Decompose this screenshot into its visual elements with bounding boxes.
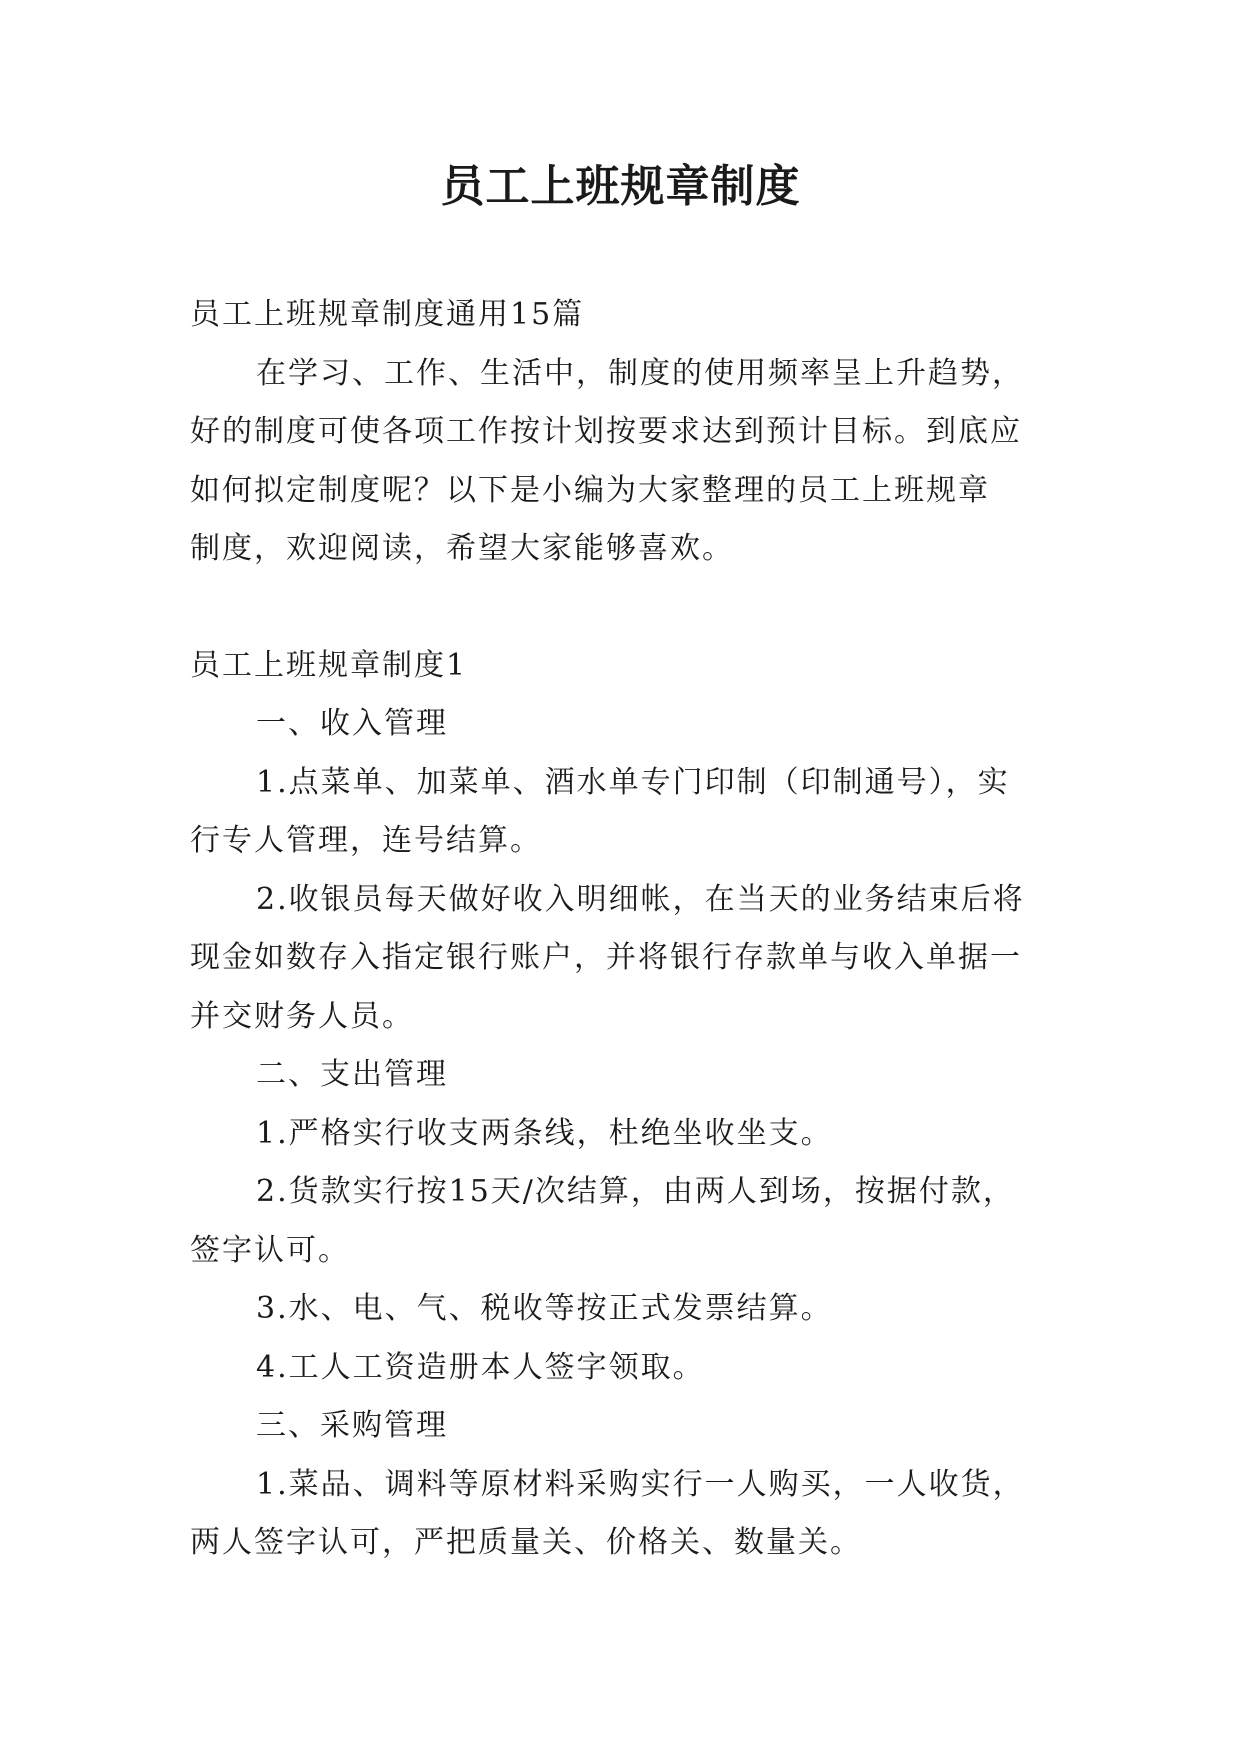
document-title: 员工上班规章制度 bbox=[440, 161, 801, 212]
heading-purchase: 三、采购管理 bbox=[256, 1408, 448, 1443]
heading-expense: 二、支出管理 bbox=[256, 1057, 448, 1092]
body-line: 两人签字认可，严把质量关、价格关、数量关。 bbox=[190, 1525, 862, 1560]
intro-line: 在学习、工作、生活中，制度的使用频率呈上升趋势， bbox=[256, 355, 1024, 391]
paragraph-gap bbox=[190, 579, 1052, 637]
intro-line: 制度，欢迎阅读，希望大家能够喜欢。 bbox=[190, 531, 734, 566]
body-line: 1.点菜单、加菜单、酒水单专门印制（印制通号），实 bbox=[256, 764, 1010, 800]
body-line: 行专人管理，连号结算。 bbox=[190, 823, 542, 858]
intro-line: 如何拟定制度呢？以下是小编为大家整理的员工上班规章 bbox=[190, 472, 990, 508]
heading-income: 一、收入管理 bbox=[256, 706, 448, 741]
body-line: 签字认可。 bbox=[190, 1232, 350, 1268]
body-line: 现金如数存入指定银行账户，并将银行存款单与收入单据一 bbox=[190, 940, 1022, 975]
subtitle-line: 员工上班规章制度通用15篇 bbox=[190, 297, 585, 332]
document-body bbox=[190, 286, 1052, 1573]
intro-line: 好的制度可使各项工作按计划按要求达到预计目标。到底应 bbox=[190, 414, 1022, 449]
section-title: 员工上班规章制度1 bbox=[190, 647, 468, 683]
body-line: 3.水、电、气、税收等按正式发票结算。 bbox=[256, 1291, 833, 1326]
body-line: 1.菜品、调料等原材料采购实行一人购买，一人收货， bbox=[256, 1466, 1025, 1502]
body-line: 4.工人工资造册本人签字领取。 bbox=[256, 1349, 705, 1385]
body-line: 2.货款实行按15天/次结算，由两人到场，按据付款， bbox=[256, 1174, 1015, 1209]
body-line: 1.严格实行收支两条线，杜绝坐收坐支。 bbox=[256, 1115, 833, 1151]
body-line: 并交财务人员。 bbox=[190, 998, 414, 1034]
body-line: 2.收银员每天做好收入明细帐，在当天的业务结束后将 bbox=[256, 881, 1025, 917]
